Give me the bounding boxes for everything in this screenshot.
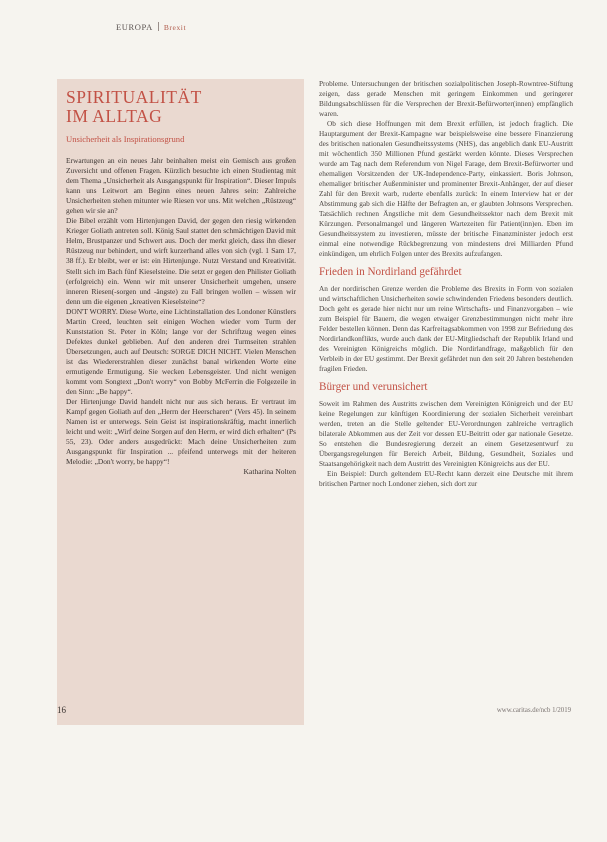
article-paragraph: Ob sich diese Hoffnungen mit dem Brexit erfüllen, ist jedoch fraglich. Die Hauptargument der Brexit-Kampagne war beispielsweise eine bessere Finanzierung des britischen nationalen Gesundheitssystems (NHS), das angeblich dank EU-Austritt mit wöchentlich 350 Millionen Pfund gestärkt werden könnte. Dieses Versprechen wurde am Tag nach dem Referendum von Nigel Farage, dem Brexit-Befürworter und ehemaligen Vorsitzenden der UK-Independence-Party, einkassiert. Boris Johnson, ehemaliger britischer Außenminister und prominenter Brexit-Anhänger, der auf dieser Zahl für den Brexit warb, ruderte ebenfalls zurück: In einem Interview hat er der Abstimmung gab sich die Hälfte der Befragten an, er glaubten Johnsons Versprechen. Tatsächlich rechnen Ängstliche mit dem Gesundheitssektor nach dem Brexit mit Kürzungen. Personalmangel und längeren Wartezeiten für Patient(inn)en. Eben im Gesundheitssystem zu investieren, müsste der britische Finanzminister jedoch erst einmal eine notwendige Rückbegrenzung von mindestens drei Milliarden Pfund einkündigen, um ehrlich Folgen unter des Brexits aufzufangen. bbox=[319, 120, 573, 258]
article-column bbox=[319, 79, 573, 489]
sidebar-title bbox=[66, 88, 296, 125]
page-number: 16 bbox=[57, 705, 66, 715]
spirituality-sidebar-box bbox=[57, 79, 304, 725]
sidebar-body bbox=[66, 156, 296, 467]
sidebar-subtitle: Unsicherheit als Inspirationsgrund bbox=[66, 134, 185, 144]
sidebar-title-line1: SPIRITUALITÄT bbox=[66, 87, 202, 107]
section-heading: Frieden in Nordirland gefährdet bbox=[319, 266, 462, 278]
sidebar-paragraph: Der Hirtenjunge David handelt nicht nur aus sich heraus. Er vertraut im Kampf gegen Goliath auf den „Herrn der Heerscharen“ (Vers 45). In seinem Namen ist er unterwegs. Sein Geist ist inspirationskräftig, macht innerlich leicht und weit: „Wirf deine Sorgen auf den Herrn, er wird dich erhalten“ (Ps 55, 23). Oder anders ausgedrückt: Mach deine Unsicherheiten zum Ausgangspunkt für Inspiration ... pfeifend unterwegs mit der heiteren Melodie: „Don't worry, be happy“! bbox=[66, 397, 296, 467]
section-heading: Bürger und verunsichert bbox=[319, 381, 428, 393]
section-label: EUROPA bbox=[116, 22, 153, 32]
article-paragraph: Ein Beispiel: Durch geltendem EU-Recht kann derzeit eine Deutsche mit ihrem britischen Partner noch Londoner ziehen, sich dort zur bbox=[319, 470, 573, 488]
sidebar-paragraph: Erwartungen an ein neues Jahr beinhalten meist ein Gemisch aus großen Zuversicht und offenen Fragen. Kürzlich besuchte ich einen Studientag mit dem Thema „Unsicherheit als Ausgangspunkt für Inspiration“. Dieser Impuls kann uns Leitwort am Beginn eines neuen Jahres sein: Zahlreiche Unsicherheiten stehen mitunter wie Riesen vor uns. Mit welchen „Rüstzeug“ gehen wir sie an? bbox=[66, 156, 296, 216]
header-divider bbox=[158, 22, 159, 31]
sidebar-paragraph: Die Bibel erzählt vom Hirtenjungen David, der gegen den riesig wirkenden Krieger Goliath antreten soll. König Saul stattet den schmächtigen David mit Helm, Brustpanzer und Schwert aus. Doch der merkt gleich, dass ihn dieser Rüstzeug nur behindert, und wirft kurzerhand alles von sich (vgl. 1 Sam 17, 38 ff.). Er bleibt, wer er ist: ein Hirtenjunge. Nutzt Verstand und Kreativität. Stellt sich im Bach fünf Kieselsteine. Die setzt er gegen den Philister Goliath (erfolgreich) ein. Wenn wir mit unserer Unsicherheit umgehen, unsere inneren Riesen(-sorgen und -ängste) zu Fall bringen wollen – wissen wir denn um die eigenen „kreativen Kieselsteine“? bbox=[66, 216, 296, 306]
footer-source: www.caritas.de/ncb 1/2019 bbox=[496, 707, 571, 714]
page-header bbox=[116, 22, 186, 32]
article-paragraph: Soweit im Rahmen des Austritts zwischen dem Vereinigten Königreich und der EU keine Regelungen zur künftigen Koordinierung der sozialen Sicherheit vereinbart werden, treten an die Stelle geltender EU-Verordnungen zahlreiche vertraglich bilaterale Abkommen aus der Zeit vor dessen EU-Beitritt oder gar nationale Gesetze. So entstehen die Bundesregierung derzeit an einem Gesetzesentwurf zu Übergangsregelungen für Bereich Arbeit, Bildung, Gesundheit, Soziales und Staatsangehörigkeit nach dem Austritt des Vereinigten Königreichs aus der EU. bbox=[319, 400, 573, 468]
article-paragraph: Probleme. Untersuchungen der britischen sozialpolitischen Joseph-Rowntree-Stiftung zeigen, dass gerade Menschen mit geringem Einkommen und geringerer Bildungsabschlüssen für die Versprechen der Brexit-Befürworter(innen) empfänglich waren. bbox=[319, 80, 573, 118]
subsection-label: Brexit bbox=[163, 23, 187, 32]
sidebar-title-line2: IM ALLTAG bbox=[66, 105, 163, 126]
sidebar-paragraph: DON'T WORRY. Diese Worte, eine Lichtinstallation des Londoner Künstlers Martin Creed, leuchten seit einigen Wochen wieder vom Turm der Kunststation St. Peter in Köln; lange vor der Schriftzug wegen eines Defektes dunkel geblieben. Auf den anderen drei Turmseiten strahlen Übersetzungen, auch auf Deutsch: SORGE DICH NICHT. Vielen Menschen ist das Wiedererstrahlen dieser zunächst banal wirkenden Worte eine ermutigende Ermutigung. Sie wecken Lebensgeister. Und nicht wenigen kommt vom Songtext „Don't worry“ von Bobby McFerrin die Folgezeile in den Sinn: „Be happy“. bbox=[66, 306, 296, 397]
sidebar-author: Katharina Nolten bbox=[243, 467, 296, 477]
article-paragraph: An der nordirischen Grenze werden die Probleme des Brexits in Form von sozialen und wirtschaftlichen Unsicherheiten sowie schwindenden Friedens besonders deutlich. Doch geht es gerade hier nicht nur um reine Wirtschafts- und Finanzvorgaben – wie zum Beispiel für Bauern, die wegen etwaiger Grenzbestimmungen nicht mehr ihre Felder bestellen können. Denn das Karfreitagsabkommen von 1998 zur Befriedung des Nordirlandkonflikts, wurde auch dank der EU-Mitgliedschaft der Republik Irland und des Vereinigten Königreichs möglich. Die Nordirlandfrage, maßgeblich für den Verbleib in der EU gestimmt. Der Brexit gefährdet nun den seit 20 Jahren bestehenden fragilen Frieden. bbox=[319, 285, 573, 373]
